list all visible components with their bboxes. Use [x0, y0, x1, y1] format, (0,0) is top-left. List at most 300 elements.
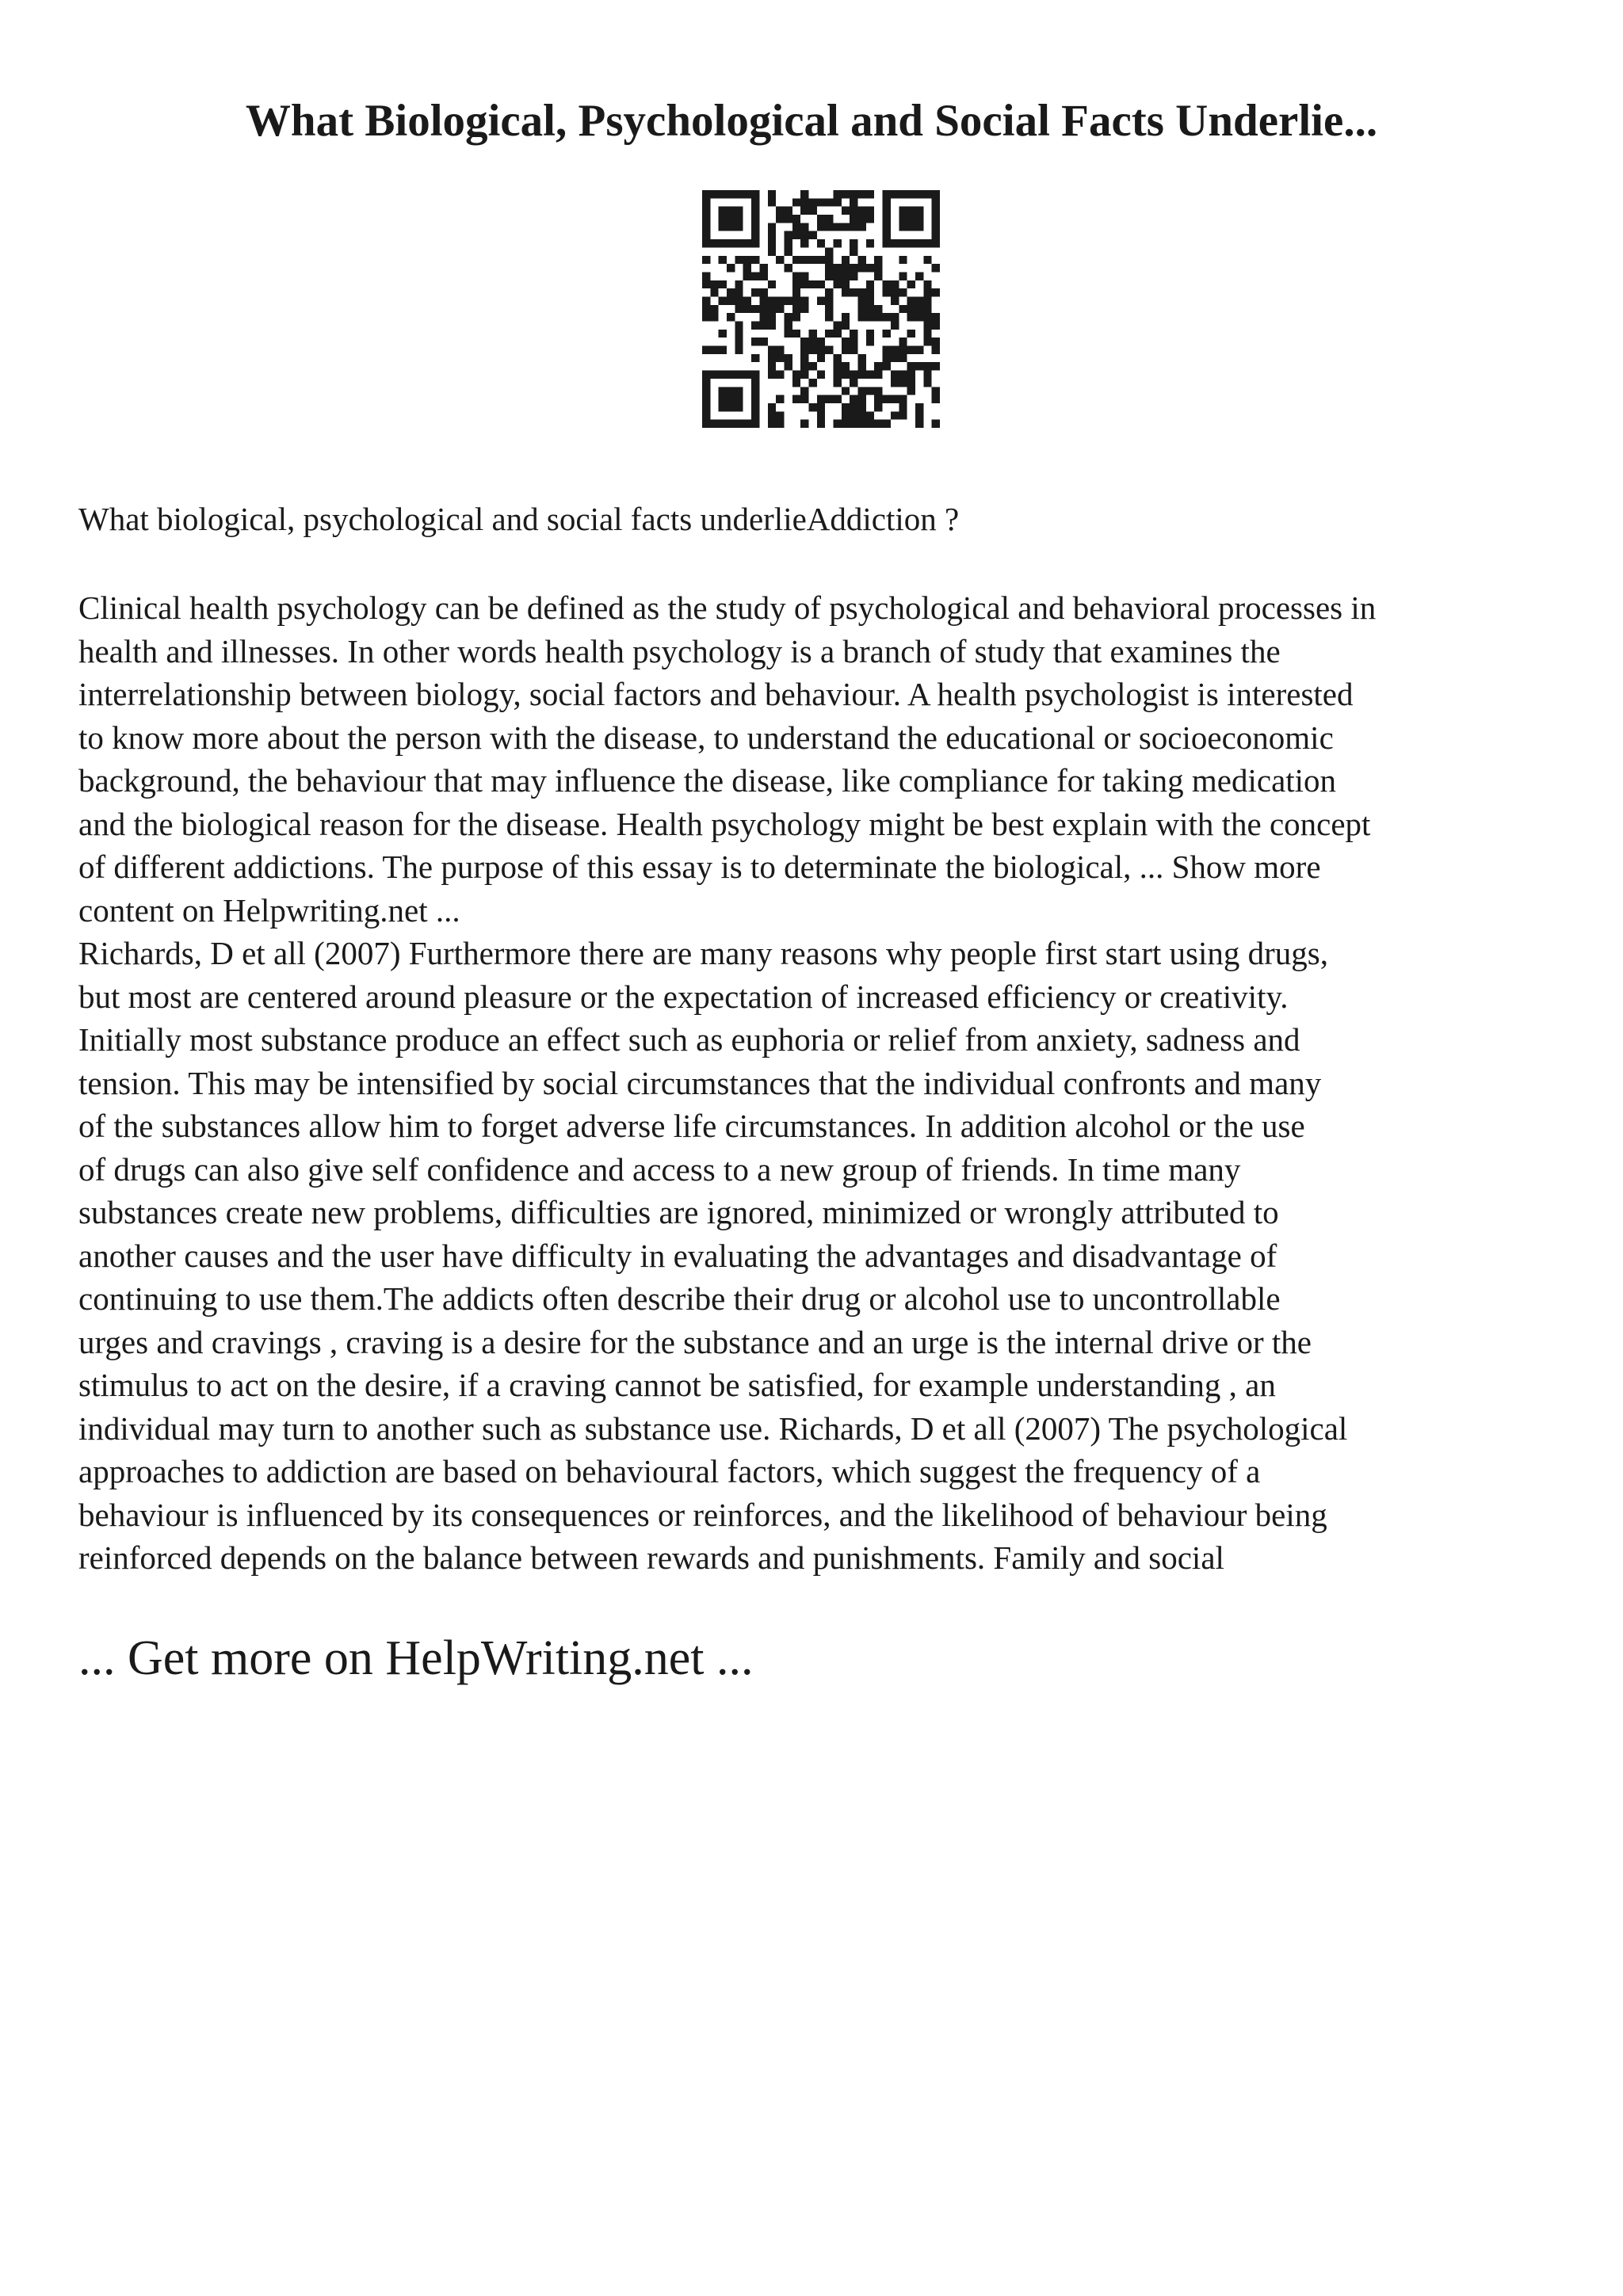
- qr-module: [727, 190, 735, 198]
- qr-module: [719, 280, 727, 288]
- qr-module: [850, 338, 857, 345]
- qr-module: [850, 223, 857, 231]
- qr-module: [817, 256, 825, 264]
- qr-module: [874, 256, 882, 264]
- qr-module: [932, 322, 940, 330]
- qr-module: [710, 280, 718, 288]
- qr-module: [858, 223, 866, 231]
- qr-module: [735, 395, 743, 403]
- qr-module: [899, 190, 907, 198]
- qr-module: [784, 264, 792, 272]
- qr-module: [735, 215, 743, 223]
- qr-module: [776, 411, 784, 419]
- qr-module: [702, 346, 710, 354]
- qr-module: [735, 387, 743, 395]
- qr-module: [702, 207, 710, 215]
- qr-module: [891, 346, 899, 354]
- qr-module: [899, 354, 907, 362]
- qr-module: [850, 379, 857, 387]
- qr-module: [842, 338, 850, 345]
- qr-module: [874, 387, 882, 395]
- qr-module: [923, 256, 931, 264]
- qr-module: [817, 215, 825, 223]
- qr-module: [735, 305, 743, 313]
- qr-module: [834, 362, 842, 370]
- qr-module: [735, 403, 743, 411]
- document-title: What Biological, Psychological and Social Facts Underlie...: [245, 96, 1378, 146]
- qr-module: [874, 264, 882, 272]
- qr-module: [850, 395, 857, 403]
- qr-module: [923, 322, 931, 330]
- qr-module: [792, 379, 800, 387]
- qr-module: [702, 305, 710, 313]
- qr-module: [800, 223, 808, 231]
- qr-module: [751, 322, 759, 330]
- qr-module: [727, 387, 735, 395]
- qr-module: [842, 256, 850, 264]
- body-line: Initially most substance produce an effect such as euphoria or relief from anxiety, sadness and: [78, 1021, 1300, 1058]
- qr-module: [907, 239, 915, 247]
- qr-module: [923, 296, 931, 304]
- qr-module: [858, 313, 866, 321]
- qr-module: [727, 215, 735, 223]
- qr-module: [825, 215, 833, 223]
- qr-module: [932, 313, 940, 321]
- qr-module: [792, 395, 800, 403]
- qr-module: [719, 346, 727, 354]
- qr-module: [866, 387, 874, 395]
- qr-module: [866, 264, 874, 272]
- body-line: content on Helpwriting.net ...: [78, 891, 460, 929]
- qr-module: [743, 371, 751, 379]
- qr-module: [858, 354, 866, 362]
- qr-module: [825, 198, 833, 206]
- qr-module: [858, 420, 866, 428]
- qr-module: [719, 420, 727, 428]
- qr-module: [923, 280, 931, 288]
- qr-module: [735, 239, 743, 247]
- qr-module: [834, 371, 842, 379]
- qr-module: [710, 239, 718, 247]
- qr-module: [702, 387, 710, 395]
- qr-module: [883, 288, 891, 296]
- qr-module: [800, 190, 808, 198]
- qr-module: [932, 264, 940, 272]
- qr-module: [850, 330, 857, 338]
- body-line: substances create new problems, difficulties are ignored, minimized or wrongly attributed to: [78, 1194, 1279, 1230]
- qr-module: [899, 346, 907, 354]
- qr-module: [907, 215, 915, 223]
- qr-module: [932, 239, 940, 247]
- qr-module: [858, 305, 866, 313]
- qr-module: [800, 354, 808, 362]
- qr-module: [751, 272, 759, 280]
- qr-module: [784, 231, 792, 239]
- body-line: reinforced depends on the balance between rewards and punishments. Family and social: [78, 1539, 1224, 1576]
- qr-module: [751, 354, 759, 362]
- qr-module: [899, 272, 907, 280]
- qr-module: [727, 239, 735, 247]
- qr-module: [834, 280, 842, 288]
- qr-module: [866, 330, 874, 338]
- qr-module: [858, 296, 866, 304]
- qr-module: [702, 296, 710, 304]
- qr-module: [751, 215, 759, 223]
- qr-module: [800, 207, 808, 215]
- qr-module: [743, 190, 751, 198]
- qr-module: [800, 272, 808, 280]
- qr-module: [702, 272, 710, 280]
- qr-module: [850, 288, 857, 296]
- qr-module: [808, 207, 816, 215]
- qr-module: [768, 223, 776, 231]
- qr-module: [817, 403, 825, 411]
- qr-module: [825, 296, 833, 304]
- qr-module: [842, 387, 850, 395]
- qr-module: [842, 313, 850, 321]
- qr-module: [899, 207, 907, 215]
- qr-module: [792, 272, 800, 280]
- qr-module: [702, 223, 710, 231]
- qr-module: [727, 223, 735, 231]
- qr-module: [907, 313, 915, 321]
- qr-module: [727, 313, 735, 321]
- qr-module: [768, 239, 776, 247]
- qr-module: [702, 198, 710, 206]
- body-line: to know more about the person with the disease, to understand the educational or socioeconomic: [78, 719, 1334, 756]
- body-line: behaviour is influenced by its consequences or reinforces, and the likelihood of behaviour being: [78, 1496, 1327, 1533]
- qr-module: [923, 379, 931, 387]
- qr-module: [907, 296, 915, 304]
- qr-module: [759, 338, 767, 345]
- qr-module: [776, 256, 784, 264]
- qr-module: [866, 190, 874, 198]
- qr-module: [834, 379, 842, 387]
- qr-module: [776, 207, 784, 215]
- qr-module: [702, 411, 710, 419]
- qr-module: [899, 239, 907, 247]
- qr-module: [735, 420, 743, 428]
- qr-module: [776, 215, 784, 223]
- qr-module: [735, 346, 743, 354]
- qr-module: [874, 313, 882, 321]
- qr-module: [923, 338, 931, 345]
- qr-module: [915, 296, 923, 304]
- qr-module: [792, 305, 800, 313]
- qr-module: [858, 387, 866, 395]
- qr-module: [800, 296, 808, 304]
- qr-module: [858, 207, 866, 215]
- qr-module: [817, 280, 825, 288]
- qr-module: [891, 322, 899, 330]
- qr-module: [792, 330, 800, 338]
- qr-module: [825, 272, 833, 280]
- qr-module: [743, 256, 751, 264]
- qr-module: [743, 296, 751, 304]
- qr-module: [751, 387, 759, 395]
- qr-module: [759, 272, 767, 280]
- qr-module: [776, 371, 784, 379]
- qr-module: [923, 288, 931, 296]
- qr-module: [702, 231, 710, 239]
- qr-module: [907, 223, 915, 231]
- essay-body: [78, 586, 1568, 1580]
- qr-module: [792, 231, 800, 239]
- qr-module: [710, 346, 718, 354]
- qr-module: [768, 371, 776, 379]
- qr-module: [866, 296, 874, 304]
- qr-module: [850, 198, 857, 206]
- qr-module: [891, 288, 899, 296]
- qr-module: [751, 256, 759, 264]
- qr-module: [817, 354, 825, 362]
- qr-module: [792, 256, 800, 264]
- qr-module: [751, 239, 759, 247]
- body-line: of drugs can also give self confidence and access to a new group of friends. In time many: [78, 1150, 1241, 1188]
- qr-module: [751, 420, 759, 428]
- qr-module: [727, 296, 735, 304]
- qr-module: [850, 420, 857, 428]
- body-line: and the biological reason for the disease. Health psychology might be best explain with the concept: [78, 805, 1371, 842]
- qr-module: [874, 272, 882, 280]
- qr-module: [915, 411, 923, 419]
- qr-module: [932, 207, 940, 215]
- qr-module: [751, 198, 759, 206]
- qr-module: [858, 256, 866, 264]
- qr-module: [710, 190, 718, 198]
- body-line: approaches to addiction are based on behavioural factors, which suggest the frequency of a: [78, 1453, 1261, 1489]
- qr-module: [735, 330, 743, 338]
- qr-module: [866, 371, 874, 379]
- qr-module: [842, 288, 850, 296]
- qr-module: [874, 371, 882, 379]
- qr-module: [784, 362, 792, 370]
- qr-module: [719, 256, 727, 264]
- qr-module: [735, 296, 743, 304]
- qr-module: [866, 280, 874, 288]
- qr-module: [702, 403, 710, 411]
- qr-module: [883, 362, 891, 370]
- qr-module: [891, 379, 899, 387]
- qr-module: [899, 371, 907, 379]
- qr-module: [834, 330, 842, 338]
- qr-module: [883, 346, 891, 354]
- body-line: background, the behaviour that may influence the disease, like compliance for taking medication: [78, 762, 1337, 799]
- qr-module: [866, 215, 874, 223]
- qr-module: [858, 362, 866, 370]
- qr-module: [808, 330, 816, 338]
- qr-module: [800, 362, 808, 370]
- qr-module: [784, 330, 792, 338]
- qr-module: [808, 280, 816, 288]
- qr-module: [735, 322, 743, 330]
- qr-module: [825, 305, 833, 313]
- qr-module: [751, 403, 759, 411]
- qr-module: [768, 198, 776, 206]
- qr-module: [866, 288, 874, 296]
- qr-module: [834, 420, 842, 428]
- qr-module: [792, 215, 800, 223]
- qr-module: [719, 239, 727, 247]
- qr-module: [907, 379, 915, 387]
- qr-module: [923, 305, 931, 313]
- qr-module: [907, 330, 915, 338]
- qr-module: [792, 280, 800, 288]
- qr-module: [883, 223, 891, 231]
- qr-module: [891, 190, 899, 198]
- qr-module: [866, 420, 874, 428]
- qr-module: [751, 338, 759, 345]
- qr-module: [817, 198, 825, 206]
- qr-module: [768, 362, 776, 370]
- qr-module: [735, 338, 743, 345]
- qr-module: [727, 264, 735, 272]
- qr-module: [735, 288, 743, 296]
- qr-module: [759, 305, 767, 313]
- qr-module: [915, 313, 923, 321]
- qr-module: [759, 322, 767, 330]
- body-line: urges and cravings , craving is a desire for the substance and an urge is the internal drive or the: [78, 1323, 1312, 1360]
- qr-module: [899, 338, 907, 345]
- qr-module: [702, 371, 710, 379]
- qr-module: [932, 215, 940, 223]
- qr-module: [735, 280, 743, 288]
- qr-module: [735, 190, 743, 198]
- qr-module: [800, 338, 808, 345]
- qr-module: [768, 403, 776, 411]
- qr-module: [825, 247, 833, 255]
- qr-module: [825, 264, 833, 272]
- qr-module: [808, 256, 816, 264]
- qr-module: [858, 371, 866, 379]
- qr-module: [834, 322, 842, 330]
- qr-module: [800, 387, 808, 395]
- qr-module: [702, 395, 710, 403]
- qr-module: [899, 215, 907, 223]
- qr-module: [743, 305, 751, 313]
- qr-module: [883, 207, 891, 215]
- qr-module: [735, 371, 743, 379]
- qr-module: [727, 207, 735, 215]
- qr-module: [808, 198, 816, 206]
- qr-module: [768, 247, 776, 255]
- qr-module: [932, 288, 940, 296]
- qr-module: [899, 395, 907, 403]
- qr-module: [735, 223, 743, 231]
- qr-module: [768, 322, 776, 330]
- qr-module: [800, 305, 808, 313]
- qr-module: [702, 215, 710, 223]
- qr-module: [743, 264, 751, 272]
- qr-module: [834, 223, 842, 231]
- body-line: tension. This may be intensified by social circumstances that the individual confronts and many: [78, 1064, 1322, 1101]
- qr-module: [842, 190, 850, 198]
- qr-module: [808, 231, 816, 239]
- qr-module: [932, 420, 940, 428]
- qr-module: [891, 280, 899, 288]
- qr-module: [702, 313, 710, 321]
- qr-module: [776, 346, 784, 354]
- qr-module: [883, 280, 891, 288]
- qr-module: [817, 420, 825, 428]
- qr-module: [923, 330, 931, 338]
- get-more-link[interactable]: ... Get more on HelpWriting.net ...: [78, 1631, 754, 1685]
- qr-module: [792, 198, 800, 206]
- qr-module: [899, 256, 907, 264]
- qr-module: [891, 296, 899, 304]
- qr-module: [932, 198, 940, 206]
- qr-module: [751, 223, 759, 231]
- qr-module: [899, 223, 907, 231]
- body-line: Clinical health psychology can be defined as the study of psychological and behavioral processes in: [78, 589, 1377, 626]
- qr-module: [858, 403, 866, 411]
- qr-module: [702, 256, 710, 264]
- qr-module: [932, 231, 940, 239]
- qr-module: [825, 256, 833, 264]
- qr-module: [784, 322, 792, 330]
- qr-module: [874, 395, 882, 403]
- qr-module: [751, 379, 759, 387]
- qr-module: [850, 403, 857, 411]
- qr-module: [842, 272, 850, 280]
- body-line: another causes and the user have difficulty in evaluating the advantages and disadvantage of: [78, 1237, 1277, 1274]
- qr-module: [792, 288, 800, 296]
- qr-module: [915, 420, 923, 428]
- qr-module: [915, 207, 923, 215]
- qr-module: [727, 420, 735, 428]
- qr-module: [858, 215, 866, 223]
- qr-module: [825, 288, 833, 296]
- qr-module: [883, 395, 891, 403]
- qr-module: [751, 288, 759, 296]
- qr-module: [874, 420, 882, 428]
- qr-module: [866, 207, 874, 215]
- qr-module: [915, 239, 923, 247]
- qr-module: [719, 223, 727, 231]
- qr-module: [719, 395, 727, 403]
- qr-module: [850, 371, 857, 379]
- qr-module: [923, 190, 931, 198]
- qr-module: [842, 420, 850, 428]
- qr-module: [727, 403, 735, 411]
- qr-module: [842, 280, 850, 288]
- qr-module: [751, 411, 759, 419]
- qr-module: [923, 313, 931, 321]
- qr-module: [850, 272, 857, 280]
- qr-module: [808, 403, 816, 411]
- qr-module: [915, 190, 923, 198]
- qr-module: [784, 239, 792, 247]
- qr-module: [932, 223, 940, 231]
- qr-module: [702, 280, 710, 288]
- qr-module: [858, 190, 866, 198]
- body-line: health and illnesses. In other words health psychology is a branch of study that examines the: [78, 632, 1281, 669]
- qr-module: [800, 256, 808, 264]
- qr-module: [915, 223, 923, 231]
- qr-module: [792, 313, 800, 321]
- qr-module: [702, 379, 710, 387]
- qr-code: [702, 190, 940, 428]
- qr-module: [768, 296, 776, 304]
- qr-module: [850, 207, 857, 215]
- qr-module: [850, 411, 857, 419]
- qr-module: [834, 239, 842, 247]
- qr-module: [874, 305, 882, 313]
- qr-module: [817, 371, 825, 379]
- qr-module: [727, 371, 735, 379]
- qr-module: [735, 256, 743, 264]
- document-subtitle: What biological, psychological and social facts underlieAddiction ?: [78, 501, 960, 537]
